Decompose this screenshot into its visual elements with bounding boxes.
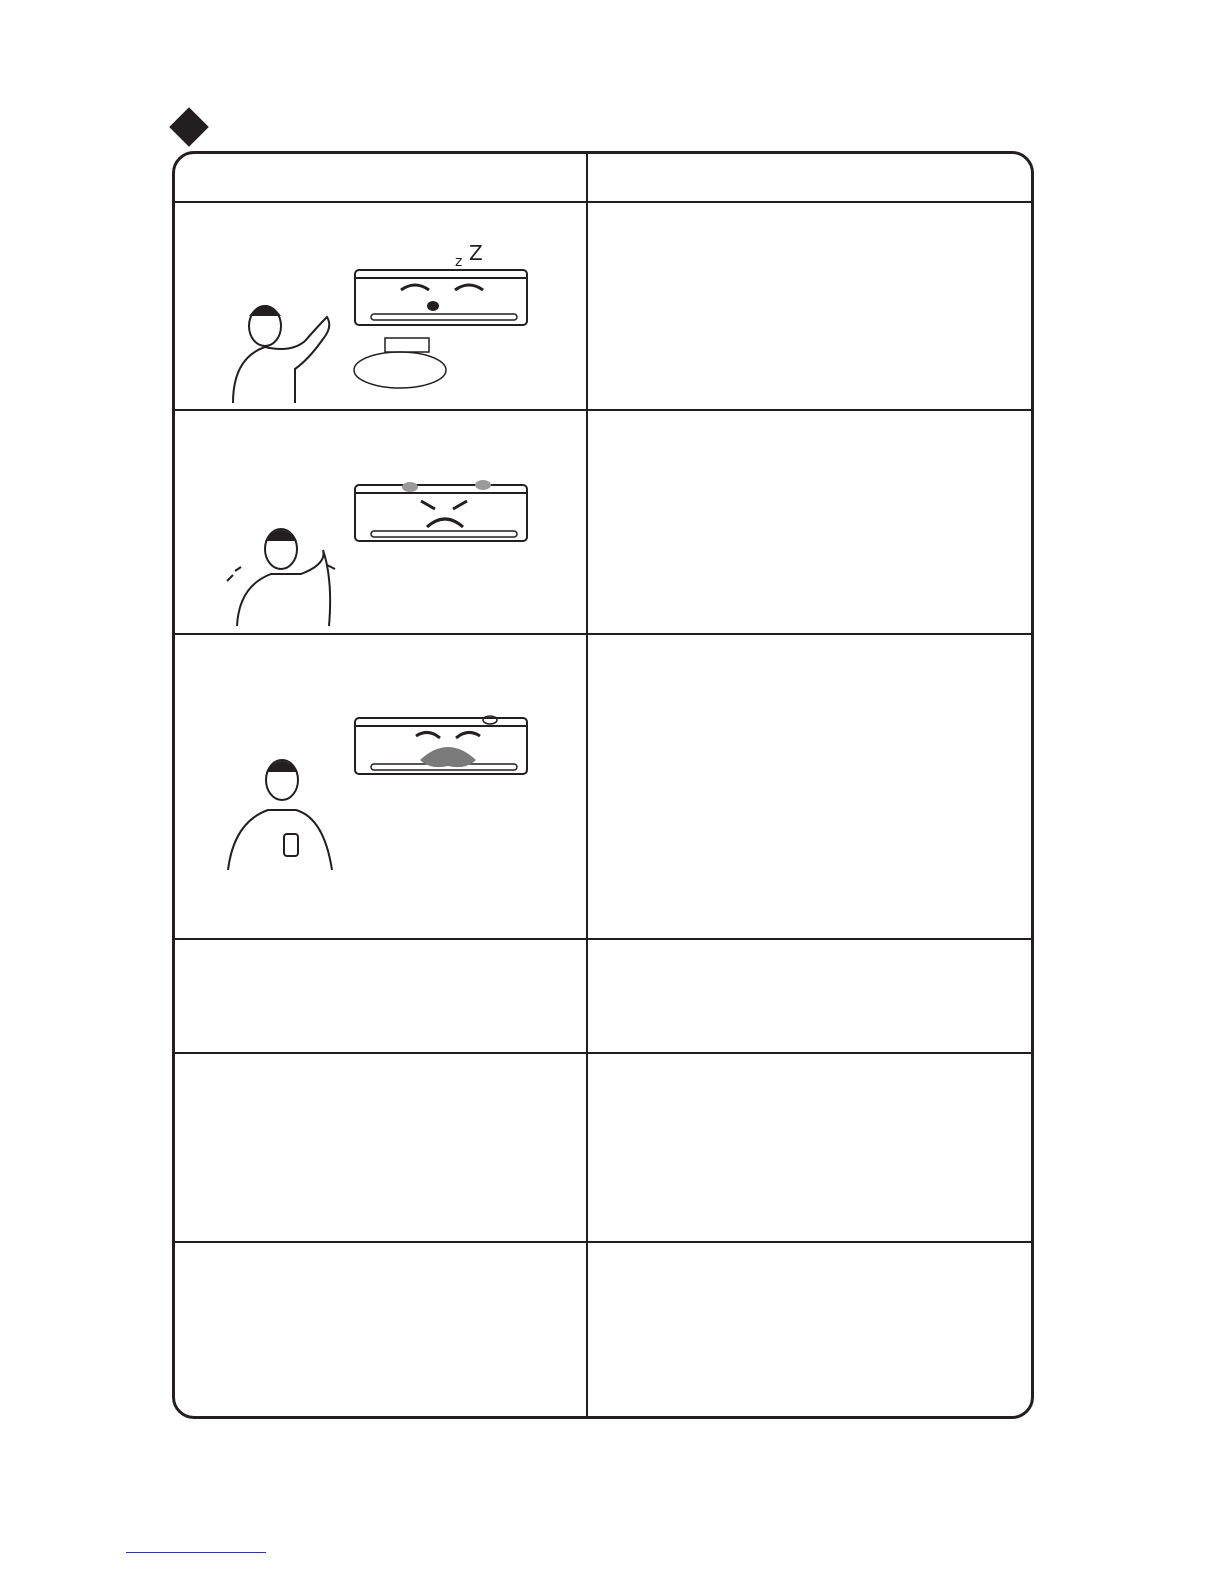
troubleshooting-table (172, 151, 1034, 1419)
header-left-text (175, 154, 586, 174)
header-cell-left (175, 154, 588, 201)
row-left-text (175, 411, 586, 431)
row-right-text (588, 1054, 1031, 1074)
row-right-text (588, 203, 1031, 223)
svg-text:z: z (455, 254, 463, 270)
table-row (175, 1243, 1031, 1416)
footer-link[interactable] (126, 1552, 266, 1553)
row-cell-left (175, 411, 588, 633)
row-cell-left (175, 1243, 588, 1416)
row-cell-left (175, 635, 588, 938)
row-cell-right (588, 1054, 1031, 1241)
row-cell-right (588, 203, 1031, 409)
row-cell-right (588, 1243, 1031, 1416)
svg-text:Z: Z (469, 241, 483, 265)
row-cell-right (588, 411, 1031, 633)
row-cell-right (588, 635, 1031, 938)
table-row (175, 635, 1031, 940)
row-right-text (588, 1243, 1031, 1263)
diamond-bullet-icon (169, 107, 209, 147)
row-left-text (175, 1054, 586, 1074)
row-cell-left (175, 940, 588, 1052)
row-right-text (588, 940, 1031, 960)
row-cell-left (175, 203, 588, 409)
row-cell-right (588, 940, 1031, 1052)
header-right-text (588, 154, 1031, 174)
table-row (175, 940, 1031, 1054)
row-left-text (175, 1243, 586, 1263)
row-left-text (175, 940, 586, 960)
covering-mouth-ac-illustration (220, 710, 585, 880)
table-row (175, 203, 1031, 411)
table-row (175, 411, 1031, 635)
row-left-text (175, 203, 586, 223)
row-right-text (588, 411, 1031, 431)
row-right-text (588, 635, 1031, 655)
header-cell-right (588, 154, 1031, 201)
sleeping-ac-illustration (225, 238, 585, 408)
table-row (175, 1054, 1031, 1243)
row-cell-left (175, 1054, 588, 1241)
sweating-ac-illustration (215, 471, 585, 631)
row-left-text (175, 635, 586, 655)
table-header-row (175, 154, 1031, 203)
